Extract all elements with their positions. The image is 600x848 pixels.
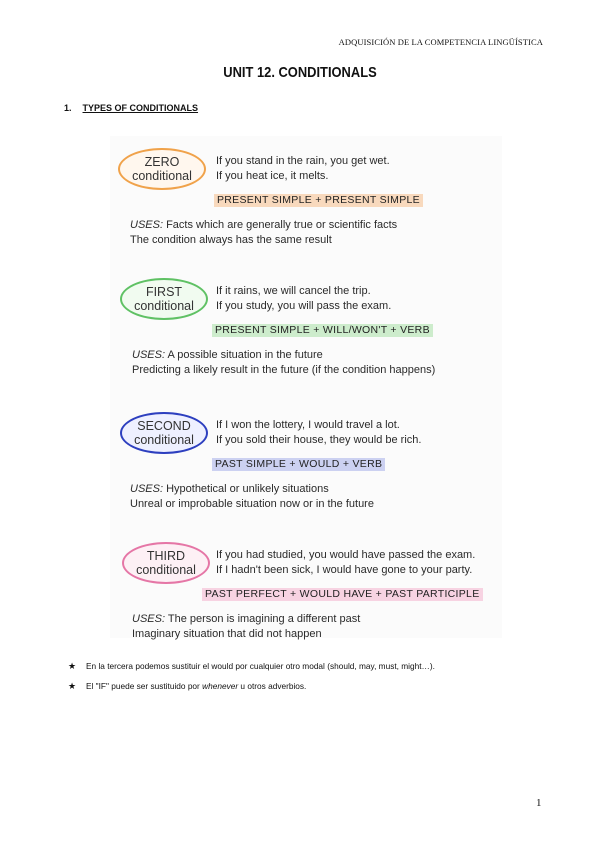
uses-line: Predicting a likely result in the future (if the condition happens) bbox=[132, 363, 436, 376]
note-text: En la tercera podemos sustituir el would por cualquier otro modal (should, may, must, might…). bbox=[86, 661, 435, 671]
uses-label: USES: bbox=[132, 613, 166, 625]
example-sentence: If I hadn't been sick, I would have gone to your party. bbox=[216, 563, 473, 576]
first-conditional-block bbox=[110, 276, 502, 396]
formula: PRESENT SIMPLE + WILL/WON'T + VERB bbox=[212, 324, 433, 337]
star-bullet-icon: ★ bbox=[68, 681, 77, 691]
notes-list bbox=[68, 658, 538, 698]
uses-line: The condition always has the same result bbox=[130, 233, 332, 246]
examples bbox=[216, 154, 390, 183]
uses-label: USES: bbox=[130, 483, 164, 495]
third-conditional-badge bbox=[122, 542, 210, 584]
badge-title: SECOND bbox=[137, 419, 191, 433]
zero-conditional-block bbox=[110, 146, 502, 266]
page-title: UNIT 12. CONDITIONALS bbox=[223, 64, 377, 81]
second-conditional-block bbox=[110, 410, 502, 530]
first-conditional-badge bbox=[120, 278, 208, 320]
badge-subtitle: conditional bbox=[134, 299, 194, 313]
example-sentence: If I won the lottery, I would travel a lot. bbox=[216, 419, 400, 431]
examples bbox=[216, 284, 391, 313]
page-number: 1 bbox=[536, 797, 542, 809]
example-sentence: If you had studied, you would have passed the exam. bbox=[216, 549, 476, 561]
conditionals-infographic bbox=[110, 136, 502, 638]
note-text: El "IF" puede ser sustituido por bbox=[86, 681, 203, 691]
badge-title: FIRST bbox=[145, 285, 183, 299]
uses-label: USES: bbox=[130, 219, 164, 231]
example-sentence: If you study, you will pass the exam. bbox=[216, 299, 392, 312]
badge-subtitle: conditional bbox=[134, 433, 194, 447]
section-heading bbox=[64, 103, 198, 113]
example-sentence: If you heat ice, it melts. bbox=[216, 169, 329, 182]
zero-conditional-badge bbox=[118, 148, 206, 190]
uses bbox=[130, 482, 374, 511]
uses-line: Hypothetical or unlikely situations bbox=[166, 483, 329, 495]
list-item bbox=[68, 658, 538, 674]
uses-line: Imaginary situation that did not happen bbox=[132, 627, 322, 640]
formula: PAST PERFECT + WOULD HAVE + PAST PARTICIPLE bbox=[202, 588, 483, 601]
uses-line: Facts which are generally true or scientific facts bbox=[166, 219, 398, 231]
badge-subtitle: conditional bbox=[136, 563, 196, 577]
note-emphasis: whenever bbox=[202, 681, 239, 691]
second-conditional-badge bbox=[120, 412, 208, 454]
uses-line: A possible situation in the future bbox=[167, 349, 323, 361]
running-header: ADQUISICIÓN DE LA COMPETENCIA LINGÜÍSTICA bbox=[338, 37, 543, 47]
uses-line: Unreal or improbable situation now or in the future bbox=[130, 497, 374, 510]
example-sentence: If it rains, we will cancel the trip. bbox=[216, 285, 371, 297]
example-sentence: If you sold their house, they would be rich. bbox=[216, 433, 422, 446]
example-sentence: If you stand in the rain, you get wet. bbox=[216, 155, 390, 167]
third-conditional-block bbox=[110, 540, 502, 660]
list-item bbox=[68, 678, 538, 694]
formula: PRESENT SIMPLE + PRESENT SIMPLE bbox=[214, 194, 423, 207]
uses bbox=[130, 218, 397, 247]
uses-line: The person is imagining a different past bbox=[167, 613, 361, 625]
uses bbox=[132, 348, 435, 377]
badge-title: THIRD bbox=[146, 549, 186, 563]
formula: PAST SIMPLE + WOULD + VERB bbox=[212, 458, 385, 471]
examples bbox=[216, 548, 475, 577]
star-bullet-icon: ★ bbox=[68, 661, 77, 671]
section-title: TYPES OF CONDITIONALS bbox=[82, 103, 199, 113]
examples bbox=[216, 418, 421, 447]
badge-subtitle: conditional bbox=[132, 169, 192, 183]
badge-title: ZERO bbox=[144, 155, 180, 169]
uses-label: USES: bbox=[132, 349, 166, 361]
section-number: 1. bbox=[64, 103, 72, 113]
note-text: u otros adverbios. bbox=[238, 681, 307, 691]
uses bbox=[132, 612, 360, 641]
